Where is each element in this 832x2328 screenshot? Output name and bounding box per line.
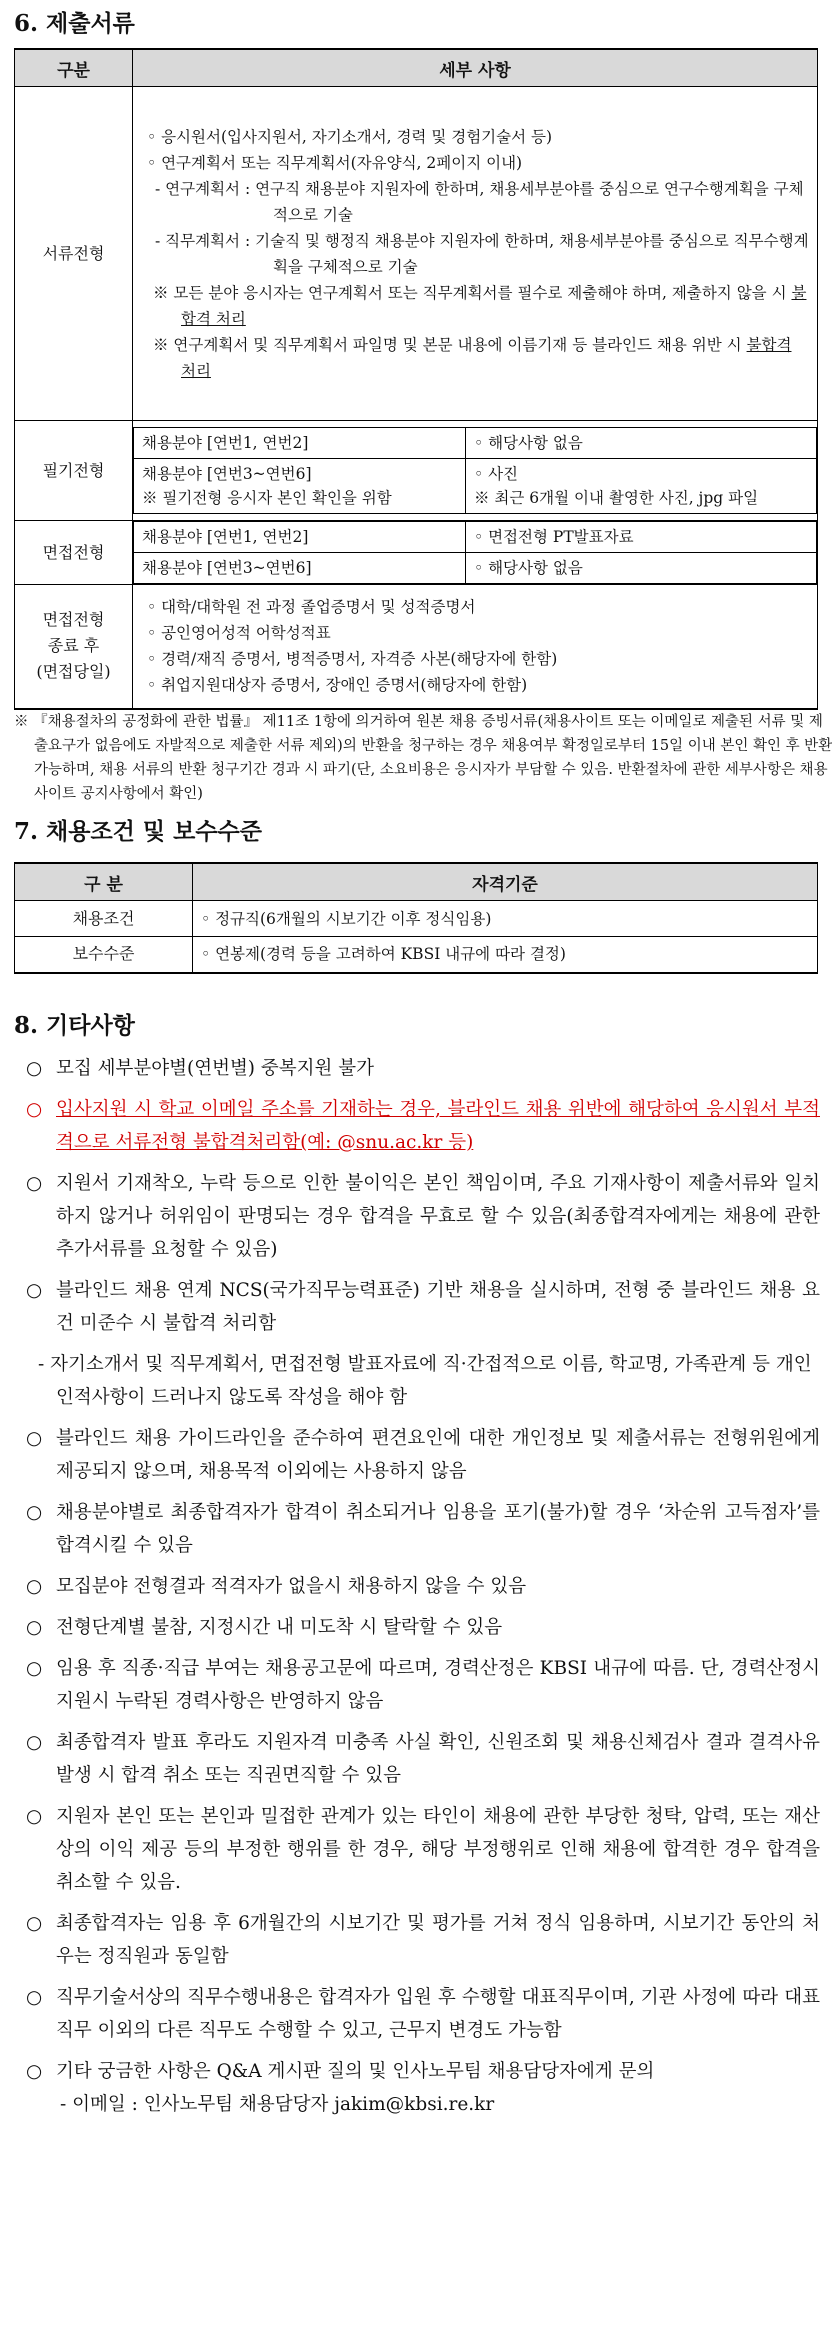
list-item-warning: ○ 입사지원 시 학교 이메일 주소를 기재하는 경우, 블라인드 채용 위반에 해당하여 응시원서 부적격으로 서류전형 불합격처리함(예: @snu.ac.kr 등): [26, 1099, 820, 1153]
salary-value: ◦ 연봉제(경력 등을 고려하여 KBSI 내규에 따라 결정): [201, 945, 566, 964]
list-item: ○ 전형단계별 불참, 지정시간 내 미도착 시 탈락할 수 있음: [26, 1617, 503, 1638]
list-item: ○ 임용 후 직종·직급 부여는 채용공고문에 따르며, 경력산정은 KBSI 내규에 따름. 단, 경력산정시 지원시 누락된 경력사항은 반영하지 않음: [26, 1658, 820, 1712]
row-label-written-test: 필기전형: [15, 421, 133, 521]
subtable-cell: ◦ 해당사항 없음: [466, 553, 817, 584]
list-item: ○ 직무기술서상의 직무수행내용은 합격자가 입원 후 수행할 대표직무이며, 기관 사정에 따라 대표직무 이외의 다른 직무도 수행할 수 있고, 근무지 변경도 가능함: [26, 1987, 820, 2041]
table-header-qualification: 자격기준: [193, 863, 818, 901]
row-label-employment-condition: 채용조건: [15, 901, 193, 937]
interview-subtable: [133, 521, 817, 584]
detail-line: ◦ 공인영어성적 어학성적표: [147, 624, 331, 643]
plan-job: - 직무계획서 : 기술직 및 행정직 채용분야 지원자에 한하며, 채용세부분야를 중심으로 직무수행계획을 구체적으로 기술: [155, 231, 809, 276]
list-item: ○ 블라인드 채용 연계 NCS(국가직무능력표준) 기반 채용을 실시하며, 전형 중 블라인드 채용 요건 미준수 시 불합격 처리함: [26, 1280, 820, 1334]
subtable-cell: 채용분야 [연번1, 연번2]: [134, 522, 466, 553]
detail-line: ◦ 대학/대학원 전 과정 졸업증명서 및 성적증명서: [147, 598, 476, 617]
section-8-title: 8. 기타사항: [14, 1012, 135, 1039]
document-review-details: [133, 120, 817, 388]
table-header-category: 구 분: [15, 863, 193, 901]
subtable-cell: ◦ 해당사항 없음: [466, 428, 817, 459]
subtable-cell: 채용분야 [연번1, 연번2]: [134, 428, 466, 459]
detail-line: ◦ 경력/재직 증명서, 병적증명서, 자격증 사본(해당자에 한함): [147, 650, 558, 669]
employment-condition-value: ◦ 정규직(6개월의 시보기간 이후 정식임용): [201, 909, 492, 928]
subtable-cell: ◦ 면접전형 PT발표자료: [466, 522, 817, 553]
other-notes-list: [22, 1052, 820, 2121]
row-label-document-review: 서류전형: [15, 87, 133, 421]
list-item: ○ 최종합격자 발표 후라도 지원자격 미충족 사실 확인, 신원조회 및 채용신체검사 결과 결격사유 발생 시 합격 취소 또는 직권면직할 수 있음: [26, 1732, 820, 1786]
submission-documents-table: [14, 48, 818, 710]
list-item: ○ 채용분야별로 최종합격자가 합격이 취소되거나 임용을 포기(불가)할 경우 ‘차순위 고득점자’를 합격시킬 수 있음: [26, 1502, 820, 1556]
subtable-cell: 채용분야 [연번3~연번6] ※ 필기전형 응시자 본인 확인을 위함: [134, 459, 466, 514]
row-label-interview: 면접전형: [15, 521, 133, 585]
after-interview-details: [133, 590, 817, 702]
detail-line: ◦ 연구계획서 또는 직무계획서(자유양식, 2페이지 이내): [147, 153, 523, 172]
list-sub-item: - 자기소개서 및 직무계획서, 면접전형 발표자료에 직·간접적으로 이름, 학교명, 가족관계 등 개인 인적사항이 드러나지 않도록 작성을 해야 함: [38, 1354, 812, 1408]
detail-line: ◦ 응시원서(입사지원서, 자기소개서, 경력 및 경험기술서 등): [147, 127, 553, 146]
list-item: ○ 기타 궁금한 사항은 Q&A 게시판 질의 및 인사노무팀 채용담당자에게 문의: [26, 2061, 655, 2082]
row-label-salary: 보수수준: [15, 937, 193, 973]
document-return-footnote: ※ 『채용절차의 공정화에 관한 법률』 제11조 1항에 의거하여 원본 채용 증빙서류(채용사이트 또는 이메일로 제출된 서류 및 제출요구가 없음에도 자발적으로 제출한 서류 제외)의 반환을 청구하는 경우 채용여부 확정일로부터 15일 이내 본인 확인 후 반환 가능하며, 채용 서류의 반환 청구기간 경과 시 파기(단, 소요비용은 응시자가 부담할 수 있음. 반환절차에 관한 세부사항은 채용사이트 공지사항에서 확인): [14, 714, 832, 802]
list-item: ○ 지원자 본인 또는 본인과 밀접한 관계가 있는 타인이 채용에 관한 부당한 청탁, 압력, 또는 재산상의 이익 제공 등의 부정한 행위를 한 경우, 해당 부정행위로 인해 채용에 합격한 경우 합격을 취소할 수 있음.: [26, 1806, 820, 1893]
note-required-plan: ※ 모든 분야 응시자는 연구계획서 또는 직무계획서를 필수로 제출해야 하며, 제출하지 않을 시 불합격 처리: [153, 283, 807, 328]
row-label-after-interview: 면접전형 종료 후 (면접당일): [15, 585, 133, 709]
contact-email: - 이메일 : 인사노무팀 채용담당자 jakim@kbsi.re.kr: [60, 2094, 495, 2115]
list-item: ○ 지원서 기재착오, 누락 등으로 인한 불이익은 본인 책임이며, 주요 기재사항이 제출서류와 일치하지 않거나 허위임이 판명되는 경우 합격을 무효로 할 수 있음(최종합격자에게는 채용에 관한 추가서류를 요청할 수 있음): [26, 1173, 820, 1260]
list-item: ○ 모집분야 전형결과 적격자가 없을시 채용하지 않을 수 있음: [26, 1576, 527, 1597]
list-item: ○ 블라인드 채용 가이드라인을 준수하여 편견요인에 대한 개인정보 및 제출서류는 전형위원에게 제공되지 않으며, 채용목적 이외에는 사용하지 않음: [26, 1428, 820, 1482]
note-blind-violation: ※ 연구계획서 및 직무계획서 파일명 및 본문 내용에 이름기재 등 블라인드 채용 위반 시 불합격 처리: [153, 335, 792, 380]
plan-research: - 연구계획서 : 연구직 채용분야 지원자에 한하며, 채용세부분야를 중심으로 연구수행계획을 구체적으로 기술: [155, 179, 804, 224]
written-test-subtable: [133, 427, 817, 514]
table-header-category: 구분: [15, 49, 133, 87]
subtable-cell: 채용분야 [연번3~연번6]: [134, 553, 466, 584]
subtable-cell: ◦ 사진 ※ 최근 6개월 이내 촬영한 사진, jpg 파일: [466, 459, 817, 514]
list-item: ○ 모집 세부분야별(연번별) 중복지원 불가: [26, 1058, 375, 1079]
list-item: ○ 최종합격자는 임용 후 6개월간의 시보기간 및 평가를 거쳐 정식 임용하며, 시보기간 동안의 처우는 정직원과 동일함: [26, 1913, 820, 1967]
employment-conditions-table: [14, 862, 818, 974]
table-header-details: 세부 사항: [133, 49, 818, 87]
section-7-title: 7. 채용조건 및 보수수준: [14, 818, 262, 845]
detail-line: ◦ 취업지원대상자 증명서, 장애인 증명서(해당자에 한함): [147, 676, 528, 695]
section-6-title: 6. 제출서류: [14, 10, 135, 37]
